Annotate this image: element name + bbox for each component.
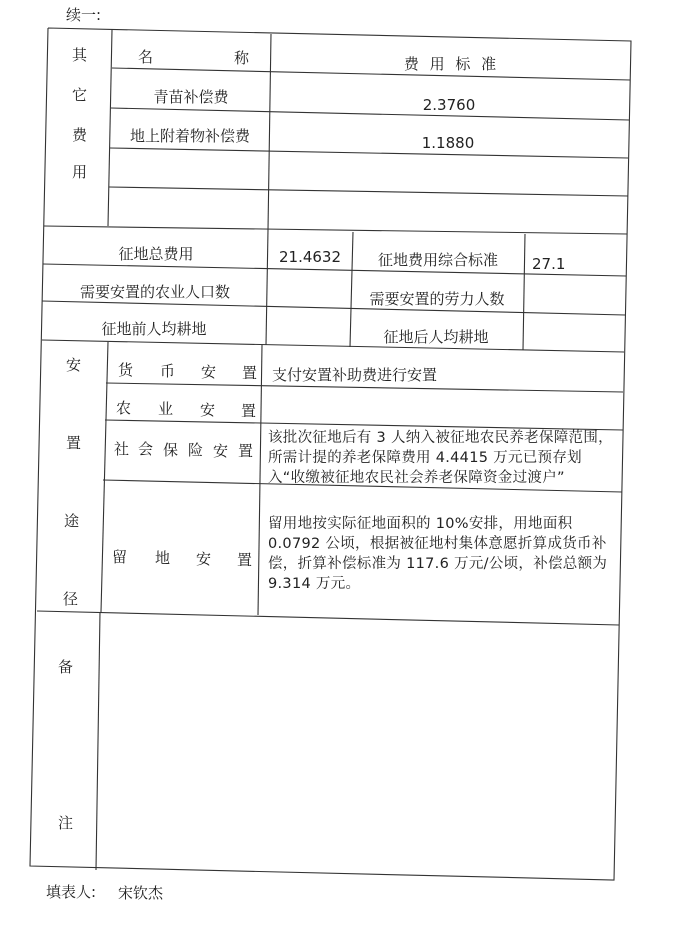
remarks-label-char: 注 bbox=[58, 814, 74, 832]
cost-item-value: 1.1880 bbox=[421, 134, 475, 152]
header-name-char: 称 bbox=[234, 49, 250, 67]
resettle-type-char: 置 bbox=[242, 364, 258, 382]
resettle-type-char: 会 bbox=[138, 440, 154, 458]
land-before-label: 征地前人均耕地 bbox=[101, 320, 207, 338]
labor-count-label: 需要安置的劳力人数 bbox=[369, 290, 505, 308]
resettle-type-char: 险 bbox=[188, 441, 204, 459]
resettle-type-char: 社 bbox=[114, 440, 130, 458]
resettle-type-char: 置 bbox=[241, 402, 257, 420]
resettle-type-char: 货 bbox=[118, 361, 134, 379]
filler-name: 宋钦杰 bbox=[118, 884, 164, 902]
total-cost-value: 21.4632 bbox=[278, 248, 342, 266]
land-after-label: 征地后人均耕地 bbox=[383, 328, 489, 346]
other-costs-label-char: 用 bbox=[72, 163, 88, 181]
other-costs-label-char: 费 bbox=[72, 126, 88, 144]
other-costs-label-char: 其 bbox=[72, 46, 88, 64]
resettle-desc: 留用地按实际征地面积的 10%安排，用地面积 0.0792 公顷，根据被征地村集体意愿折算成货币补偿，折算补偿标准为 117.6 万元/公顷，补偿总额为 9.314 万元。 bbox=[268, 516, 608, 592]
resettle-type-char: 币 bbox=[160, 362, 176, 380]
resettlement-label-char: 置 bbox=[66, 434, 82, 452]
resettle-type-char: 置 bbox=[237, 551, 253, 569]
cost-item-name: 地上附着物补偿费 bbox=[129, 127, 250, 145]
resettle-type-char: 安 bbox=[201, 363, 217, 381]
resettle-type-char: 安 bbox=[196, 550, 212, 568]
resettle-type-char: 安 bbox=[200, 401, 216, 419]
resettle-type-char: 置 bbox=[238, 442, 254, 460]
composite-standard-label: 征地费用综合标准 bbox=[377, 251, 498, 269]
composite-standard-value: 27.1 bbox=[532, 255, 566, 273]
other-costs-label-char: 它 bbox=[72, 86, 88, 104]
cost-item-value: 2.3760 bbox=[422, 96, 476, 114]
total-cost-label: 征地总费用 bbox=[118, 245, 194, 263]
header-name-char: 名 bbox=[138, 48, 154, 66]
resettle-type-char: 留 bbox=[112, 548, 128, 566]
resettle-type-char: 保 bbox=[163, 441, 179, 459]
resettle-desc: 该批次征地后有 3 人纳入被征地农民养老保障范围，所需计提的养老保障费用 4.4415 万元已预存划入“收缴被征地农民社会养老保障资金过渡户” bbox=[268, 430, 613, 486]
continuation-heading: 续一: bbox=[66, 6, 102, 24]
remarks-label-char: 备 bbox=[58, 658, 74, 676]
filler-label: 填表人: bbox=[46, 883, 97, 901]
resettlement-label-char: 途 bbox=[64, 512, 80, 530]
resettlement-label-char: 安 bbox=[66, 356, 82, 374]
resettle-type-char: 农 bbox=[116, 399, 132, 417]
farm-population-label: 需要安置的农业人口数 bbox=[79, 283, 230, 301]
resettle-type-char: 业 bbox=[158, 400, 174, 418]
resettle-desc: 支付安置补助费进行安置 bbox=[272, 366, 438, 384]
header-standard: 费 用 标 准 bbox=[403, 55, 500, 73]
cost-item-name: 青苗补偿费 bbox=[153, 88, 229, 106]
resettle-type-char: 地 bbox=[155, 549, 171, 567]
resettle-type-char: 安 bbox=[213, 442, 229, 460]
resettlement-label-char: 径 bbox=[63, 590, 79, 608]
